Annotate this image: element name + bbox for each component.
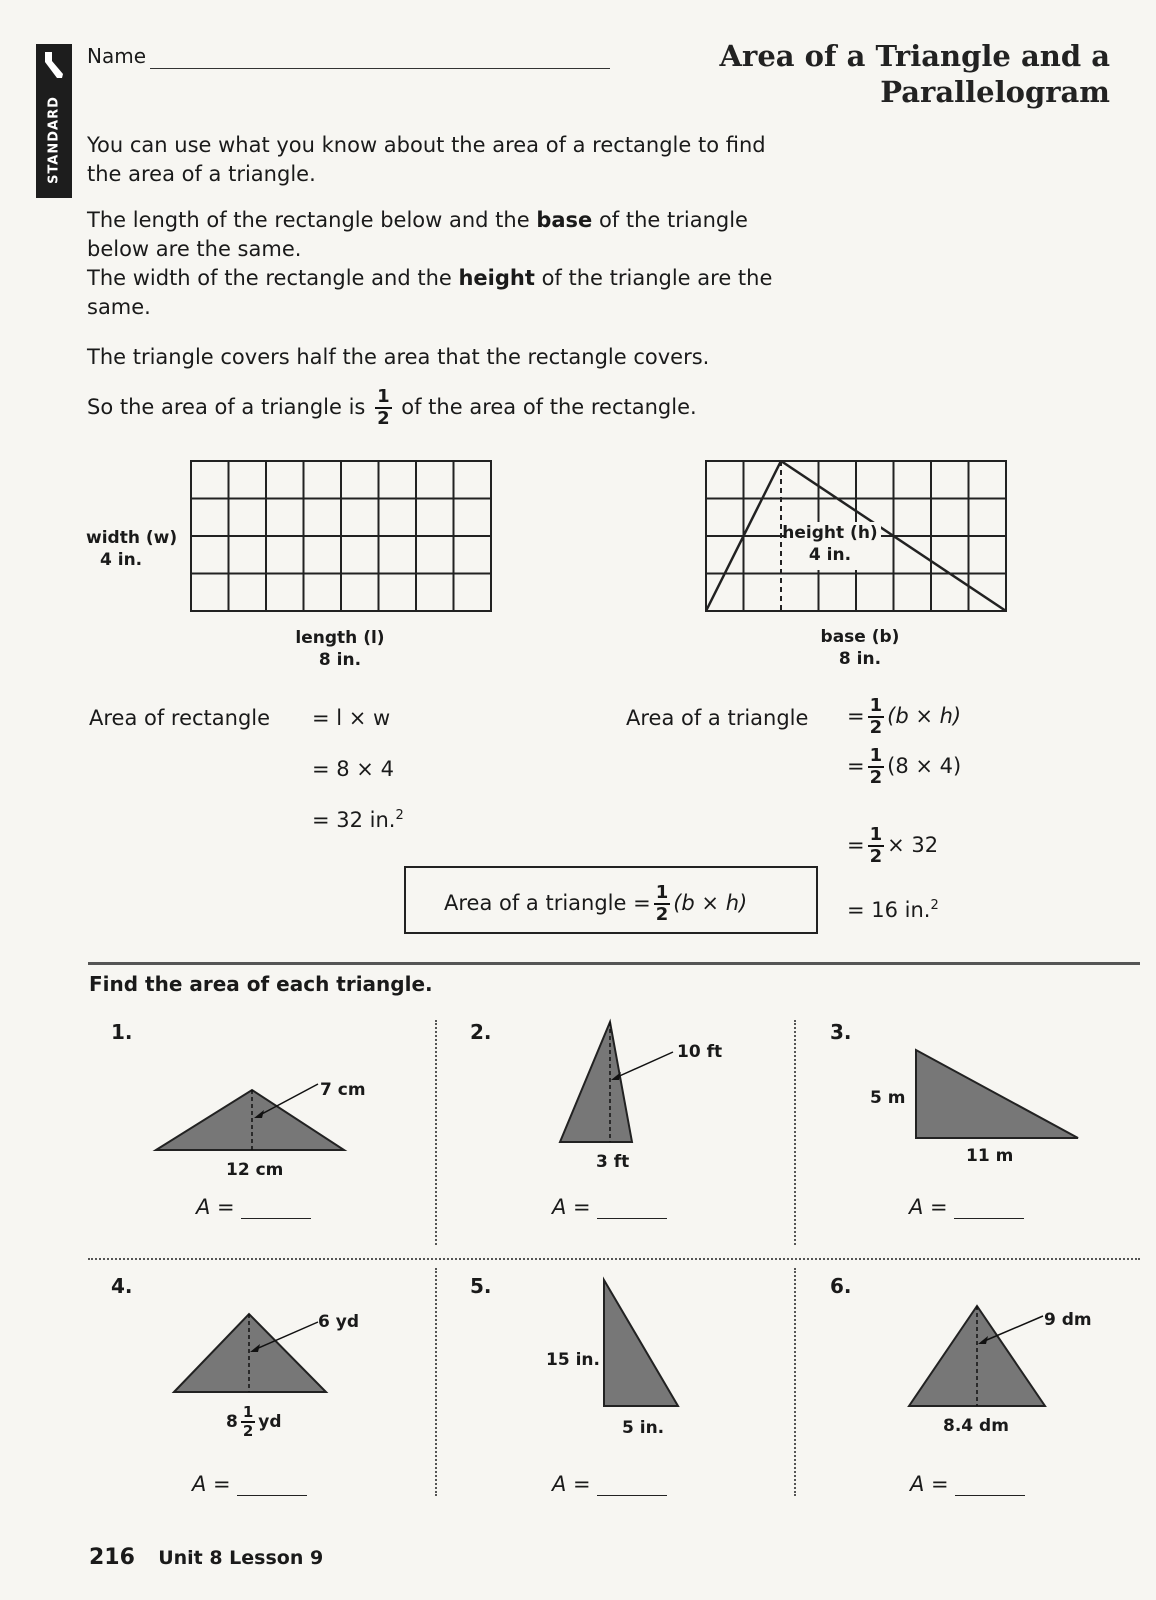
problem-2-triangle bbox=[555, 1018, 715, 1146]
tri-formula-label: Area of a triangle bbox=[626, 706, 809, 730]
divider-v2 bbox=[794, 1020, 796, 1245]
title-line-2: Parallelogram bbox=[880, 75, 1110, 109]
problem-1-answer-blank[interactable] bbox=[241, 1198, 311, 1219]
p3-height-term: height bbox=[458, 266, 535, 290]
tri-formula-line2: = $\frac{1}{2}$ (8 × 4) bbox=[847, 745, 962, 788]
tri-formula-line4: = 16 in.$^2$ bbox=[847, 898, 939, 922]
section-heading: Find the area of each triangle. bbox=[89, 972, 433, 996]
problem-6-base: 8.4 dm bbox=[943, 1416, 1009, 1436]
rect-formula-label: Area of rectangle bbox=[89, 706, 271, 730]
p5-text-b: of the area of the rectangle. bbox=[394, 395, 697, 419]
problem-5-answer-blank[interactable] bbox=[597, 1475, 667, 1496]
p3-text-c: of the triangle are the same. bbox=[87, 266, 773, 319]
page-title bbox=[720, 38, 1110, 110]
p5-text-a: So the area of a triangle is bbox=[87, 395, 373, 419]
problem-2-number: 2. bbox=[470, 1020, 492, 1044]
problem-2-answer: A = bbox=[552, 1195, 667, 1219]
problem-5-height: 15 in. bbox=[546, 1350, 600, 1370]
problem-3-answer: A = bbox=[909, 1195, 1024, 1219]
problem-2-base: 3 ft bbox=[596, 1152, 630, 1172]
tab-label: STANDARD bbox=[46, 96, 62, 184]
half-fraction: $\frac{1}{2}$ bbox=[377, 386, 390, 429]
p2-text-a: The length of the rectangle below and the bbox=[87, 208, 537, 232]
name-line[interactable] bbox=[150, 68, 610, 69]
intro-paragraph-2 bbox=[87, 206, 777, 264]
problem-3-base: 11 m bbox=[966, 1146, 1014, 1166]
lesson-label: Unit 8 Lesson 9 bbox=[158, 1547, 324, 1569]
intro-paragraph-4: The triangle covers half the area that the rectangle covers. bbox=[87, 345, 710, 369]
problem-1-base: 12 cm bbox=[226, 1160, 284, 1180]
problem-6-number: 6. bbox=[830, 1274, 852, 1298]
problem-4-answer: A = bbox=[192, 1472, 307, 1496]
problem-5-triangle bbox=[598, 1276, 684, 1410]
problem-3-height: 5 m bbox=[870, 1088, 906, 1108]
problem-5-answer: A = bbox=[552, 1472, 667, 1496]
rect-formula-line3: = 32 in.$^2$ bbox=[312, 808, 404, 832]
divider-v4 bbox=[794, 1268, 796, 1496]
problem-4-height: 6 yd bbox=[318, 1312, 359, 1332]
divider-h bbox=[88, 1258, 1140, 1260]
p2-text-c: of the triangle below are the same. bbox=[87, 208, 748, 261]
problem-4-answer-blank[interactable] bbox=[237, 1475, 307, 1496]
intro-paragraph-5 bbox=[87, 388, 787, 428]
problem-1-answer: A = bbox=[196, 1195, 311, 1219]
boxed-formula-text: Area of a triangle = bbox=[444, 891, 651, 915]
problem-2-height: 10 ft bbox=[677, 1042, 723, 1062]
problem-3-answer-blank[interactable] bbox=[954, 1198, 1024, 1219]
rect-length-label: length (l) 8 in. bbox=[295, 628, 385, 670]
tri-formula-line1: = $\frac{1}{2}$ (b × h) bbox=[847, 695, 962, 738]
boxed-formula: Area of a triangle = $\frac{1}{2}$ (b × h) bbox=[404, 866, 818, 934]
divider-v3 bbox=[435, 1268, 437, 1496]
problem-1-number: 1. bbox=[111, 1020, 133, 1044]
standard-tab bbox=[36, 44, 72, 198]
p2-base-term: base bbox=[536, 208, 593, 232]
problem-5-number: 5. bbox=[470, 1274, 492, 1298]
state-outline-icon bbox=[42, 50, 66, 80]
problem-5-base: 5 in. bbox=[622, 1418, 665, 1438]
divider-v1 bbox=[435, 1020, 437, 1245]
problem-3-triangle bbox=[912, 1046, 1082, 1142]
intro-paragraph-3 bbox=[87, 264, 777, 322]
problem-3-number: 3. bbox=[830, 1020, 852, 1044]
rect-width-label: width (w) 4 in. bbox=[86, 528, 178, 570]
page-footer bbox=[89, 1545, 323, 1570]
rect-formula-line1: = l × w bbox=[312, 706, 391, 730]
problem-2-answer-blank[interactable] bbox=[597, 1198, 667, 1219]
problem-4-base: 8 $\frac{1}{2}$ yd bbox=[226, 1403, 282, 1440]
p3-text-a: The width of the rectangle and the bbox=[87, 266, 459, 290]
problem-4-number: 4. bbox=[111, 1274, 133, 1298]
section-divider bbox=[88, 962, 1140, 965]
rectangle-grid bbox=[190, 460, 492, 612]
problem-6-answer: A = bbox=[910, 1472, 1025, 1496]
problem-4-triangle bbox=[170, 1310, 340, 1406]
tri-height-label: height (h) 4 in. bbox=[782, 523, 878, 565]
rect-formula-line2: = 8 × 4 bbox=[312, 757, 394, 781]
tri-base-label: base (b) 8 in. bbox=[820, 627, 900, 669]
problem-1-height: 7 cm bbox=[320, 1080, 366, 1100]
tri-formula-line3: = $\frac{1}{2}$ × 32 bbox=[847, 824, 939, 867]
title-line-1: Area of a Triangle and a bbox=[719, 39, 1110, 73]
problem-6-height: 9 dm bbox=[1044, 1310, 1092, 1330]
problem-6-answer-blank[interactable] bbox=[955, 1475, 1025, 1496]
name-label: Name bbox=[87, 44, 147, 68]
page-number: 216 bbox=[89, 1545, 135, 1570]
intro-paragraph-1: You can use what you know about the area of a rectangle to find the area of a triangle. bbox=[87, 133, 766, 186]
